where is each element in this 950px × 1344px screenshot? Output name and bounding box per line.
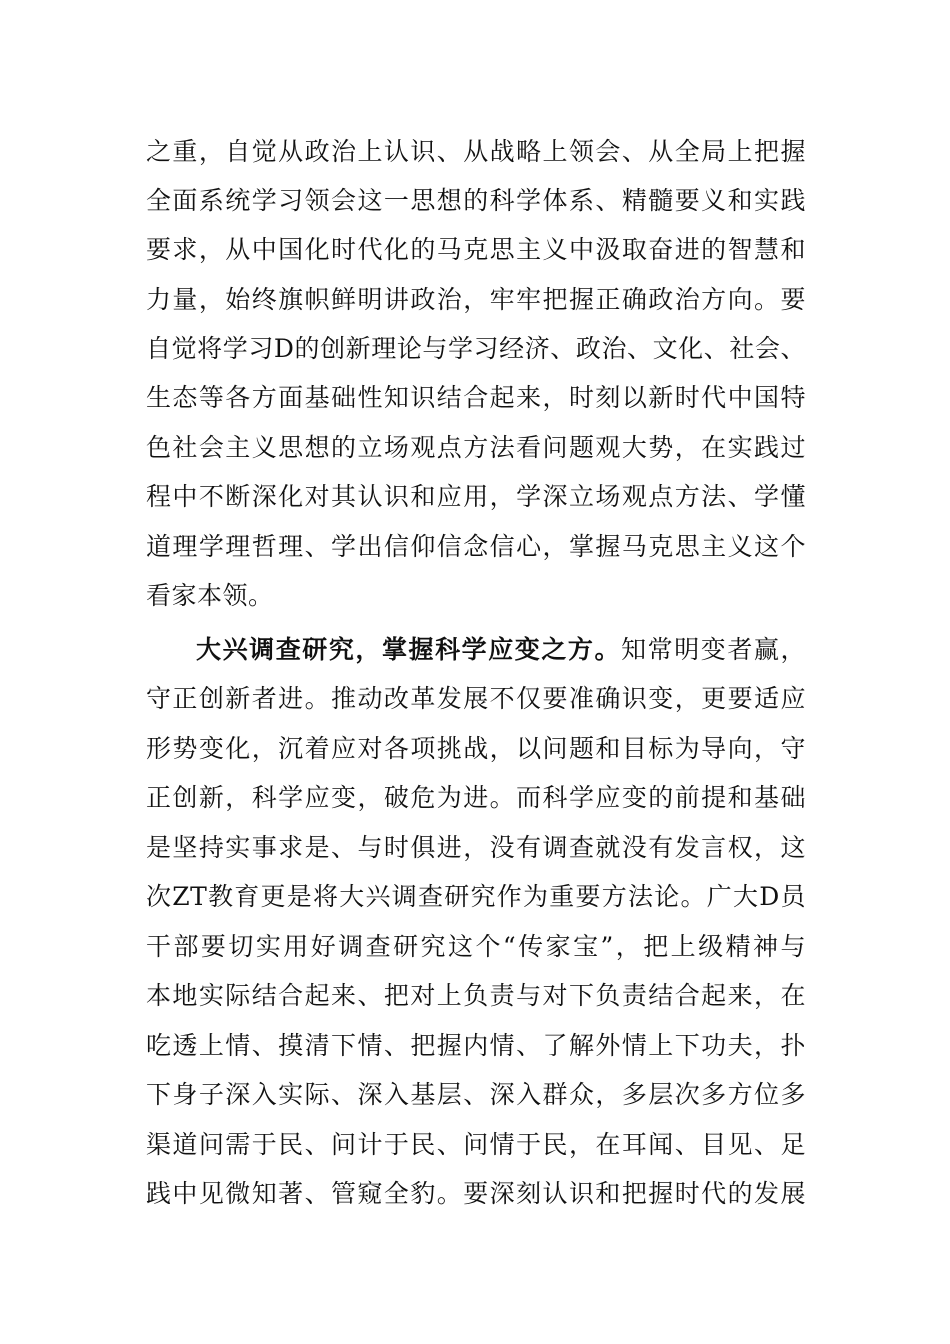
paragraph-2-line: 干部要切实用好调查研究这个“传家宝”，把上级精神与 <box>146 932 806 961</box>
paragraph-2-line: 践中见微知著、管窥全豹。要深刻认识和把握时代的发展 <box>146 1179 806 1208</box>
paragraph-1-line: 之重，自觉从政治上认识、从战略上领会、从全局上把握 <box>146 137 806 166</box>
paragraph-2-line: 吃透上情、摸清下情、把握内情、了解外情上下功夫，扑 <box>146 1031 806 1060</box>
paragraph-2-first-line <box>196 625 806 675</box>
paragraph-2-line: 形势变化，沉着应对各项挑战，以问题和目标为导向，守 <box>146 734 806 763</box>
paragraph-2-line: 是坚持实事求是、与时俱进，没有调查就没有发言权，这 <box>146 833 806 862</box>
paragraph-2-first-line-rest: 知常明变者赢， <box>621 635 806 664</box>
paragraph-1-last-line: 看家本领。 <box>146 581 274 610</box>
paragraph-2-line: 正创新，科学应变，破危为进。而科学应变的前提和基础 <box>146 783 806 812</box>
paragraph-1-line: 要求，从中国化时代化的马克思主义中汲取奋进的智慧和 <box>146 235 806 264</box>
paragraph-1-line: 程中不断深化对其认识和应用，学深立场观点方法、学懂 <box>146 482 806 511</box>
paragraph-2-line: 下身子深入实际、深入基层、深入群众，多层次多方位多 <box>146 1080 806 1109</box>
paragraph-2-line: 渠道问需于民、问计于民、问情于民，在耳闻、目见、足 <box>146 1130 806 1159</box>
paragraph-1-line: 自觉将学习D的创新理论与学习经济、政治、文化、社会、 <box>146 334 806 363</box>
paragraph-1-line: 全面系统学习领会这一思想的科学体系、精髓要义和实践 <box>146 186 806 215</box>
paragraph-2-line: 本地实际结合起来、把对上负责与对下负责结合起来，在 <box>146 981 806 1010</box>
paragraph-2-heading: 大兴调查研究，掌握科学应变之方。 <box>196 635 622 664</box>
paragraph-1-line: 道理学理哲理、学出信仰信念信心，掌握马克思主义这个 <box>146 532 806 561</box>
paragraph-2-line: 次ZT教育更是将大兴调查研究作为重要方法论。广大D员 <box>146 882 806 911</box>
paragraph-1-line: 生态等各方面基础性知识结合起来，时刻以新时代中国特 <box>146 383 806 412</box>
paragraph-2-line: 守正创新者进。推动改革发展不仅要准确识变，更要适应 <box>146 684 806 713</box>
paragraph-1-line: 色社会主义思想的立场观点方法看问题观大势，在实践过 <box>146 433 806 462</box>
paragraph-1-line: 力量，始终旗帜鲜明讲政治，牢牢把握正确政治方向。要 <box>146 285 806 314</box>
